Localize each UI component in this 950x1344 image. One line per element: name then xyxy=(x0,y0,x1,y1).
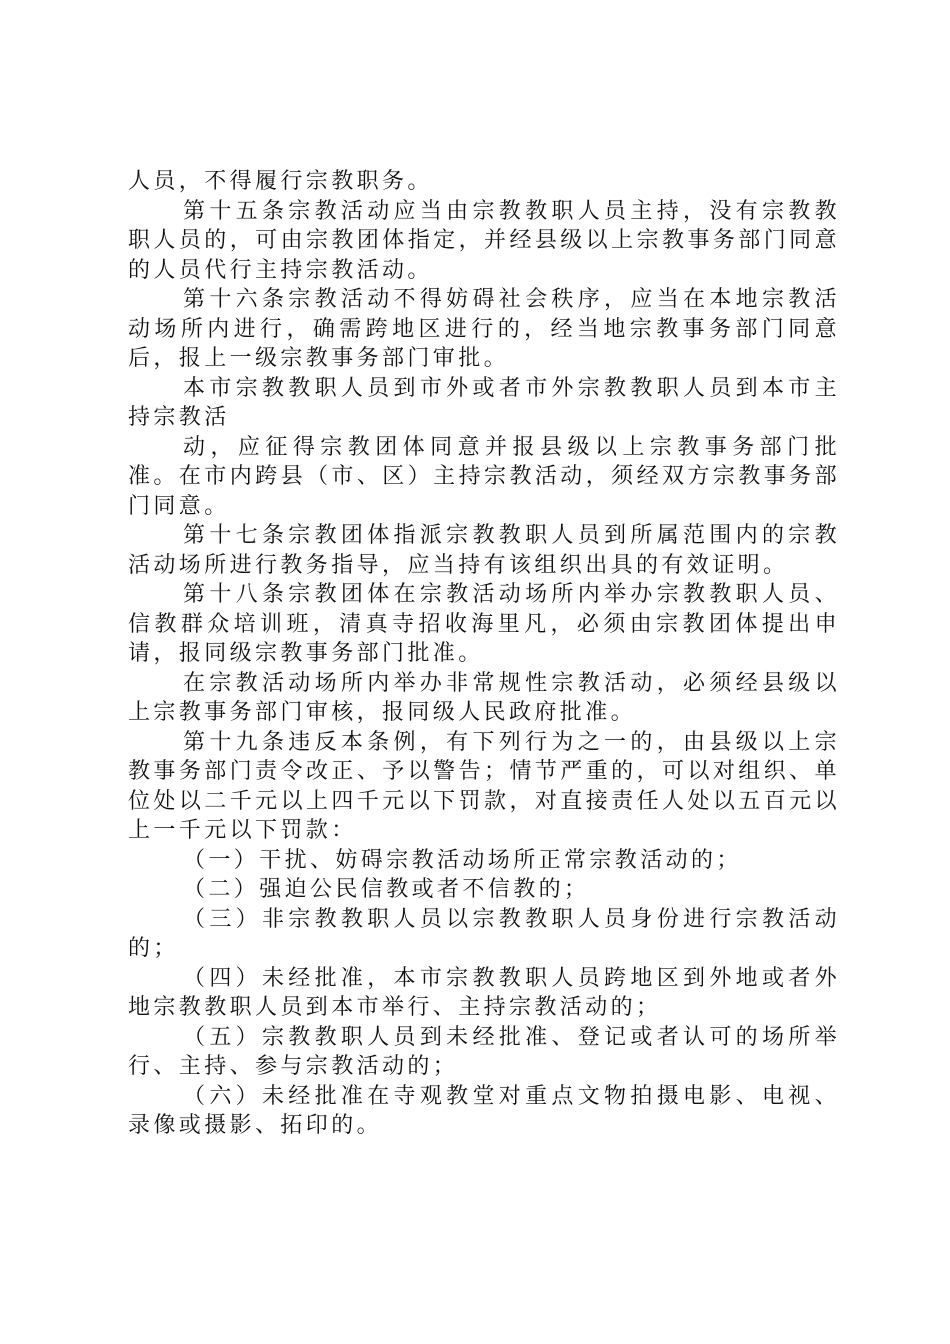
list-item-1: （一）干扰、妨碍宗教活动场所正常宗教活动的； xyxy=(183,847,742,873)
paragraph-article-18-clause-2: 在宗教活动场所内举办非常规性宗教活动，必须经县级以上宗教事务部门审核，报同级人民政府批准。 xyxy=(128,670,840,725)
paragraph-article-16: 第十六条宗教活动不得妨碍社会秩序，应当在本地宗教活动场所内进行，确需跨地区进行的，经当地宗教事务部门同意后，报上一级宗教事务部门审批。 xyxy=(128,287,840,371)
paragraph-article-15: 第十五条宗教活动应当由宗教教职人员主持，没有宗教教职人员的，可由宗教团体指定，并经县级以上宗教事务部门同意的人员代行主持宗教活动。 xyxy=(128,198,840,283)
document-body xyxy=(128,167,840,1141)
list-item-6: （六）未经批准在寺观教堂对重点文物拍摄电影、电视、录像或摄影、拓印的。 xyxy=(128,1083,840,1138)
paragraph-article-17: 第十七条宗教团体指派宗教教职人员到所属范围内的宗教活动场所进行教务指导，应当持有该组织出具的有效证明。 xyxy=(128,523,840,578)
list-item-4: （四）未经批准，本市宗教教职人员跨地区到外地或者外地宗教教职人员到本市举行、主持宗教活动的； xyxy=(128,965,840,1020)
paragraph-article-19: 第十九条违反本条例，有下列行为之一的，由县级以上宗教事务部门责令改正、予以警告；情节严重的，可以对组织、单位处以二千元以上四千元以下罚款，对直接责任人处以五百元以上一千元以下罚款： xyxy=(128,729,840,843)
list-item-2: （二）强迫公民信教或者不信教的； xyxy=(183,877,590,902)
paragraph-continuation: 人员，不得履行宗教职务。 xyxy=(128,169,433,194)
paragraph-article-16-clause-2: 本市宗教教职人员到市外或者市外宗教教职人员到本市主持宗教活 xyxy=(128,375,840,430)
list-item-5: （五）宗教教职人员到未经批准、登记或者认可的场所举行、主持、参与宗教活动的； xyxy=(128,1024,840,1079)
list-item-3: （三）非宗教教职人员以宗教教职人员身份进行宗教活动的； xyxy=(128,906,840,961)
paragraph-article-18: 第十八条宗教团体在宗教活动场所内举办宗教教职人员、信教群众培训班，清真寺招收海里凡，必须由宗教团体提出申请，报同级宗教事务部门批准。 xyxy=(128,582,840,666)
paragraph-article-16-clause-2-cont: 动，应征得宗教团体同意并报县级以上宗教事务部门批准。在市内跨县（市、区）主持宗教活动，须经双方宗教事务部门同意。 xyxy=(128,434,840,519)
